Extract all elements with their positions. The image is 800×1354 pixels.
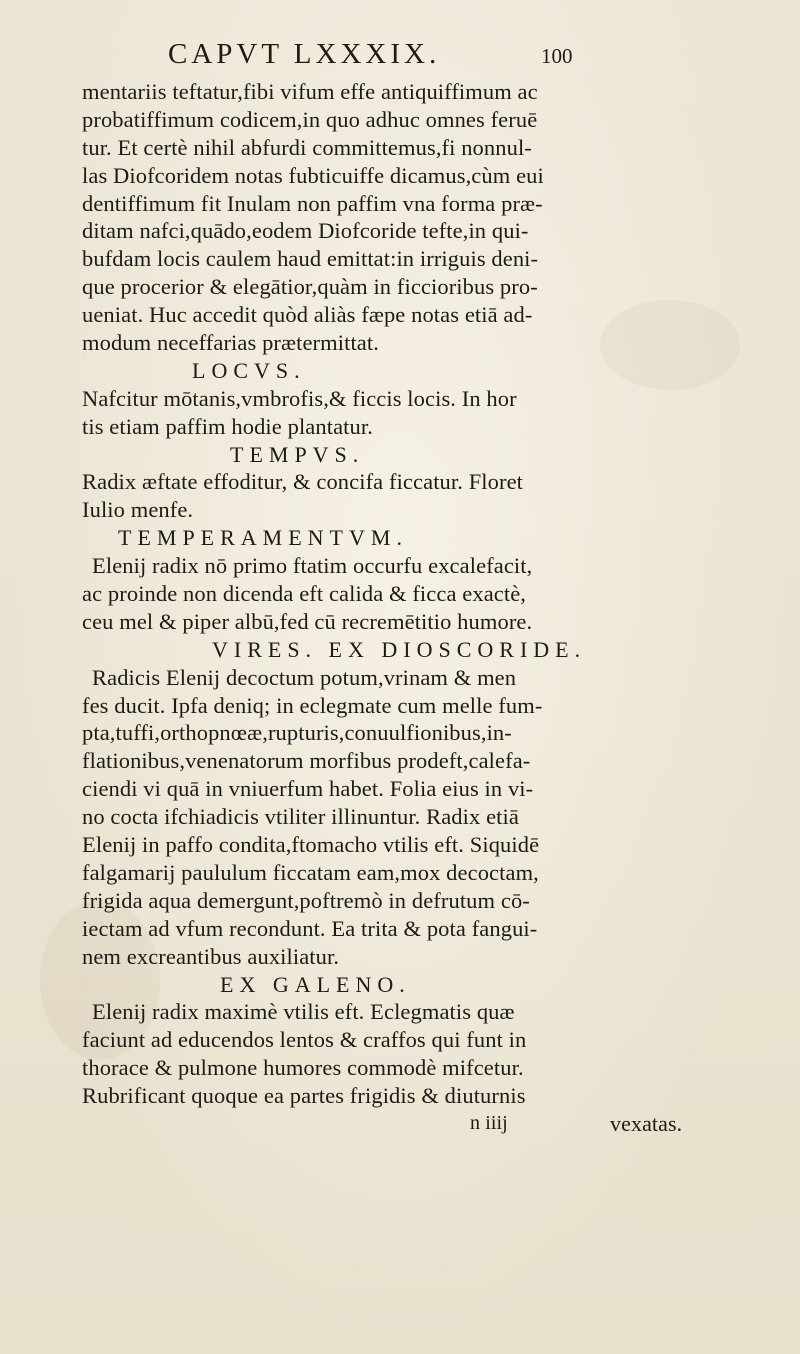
text-line: thorace & pulmone humores commodè mifcetur. (82, 1055, 524, 1081)
folio-number: 100 (541, 44, 573, 68)
text-line: tur. Et certè nihil abfurdi committemus,fi nonnul- (82, 134, 532, 160)
catchword: vexatas. (610, 1110, 683, 1136)
running-title: CAPVT LXXXIX. (168, 38, 441, 70)
text-line: bufdam locis caulem haud emittat:in irriguis deni- (82, 246, 539, 272)
section-heading-temperamentum: TEMPERAMENTVM. (118, 525, 408, 551)
text-line: Radicis Elenij decoctum potum,vrinam & men (92, 664, 517, 690)
text-line: Radix æftate effoditur, & concifa ficcatur. Floret (82, 469, 524, 495)
text-line: modum neceffarias prætermittat. (82, 330, 379, 356)
text-line: frigida aqua demergunt,poftremò in defrutum cō- (82, 887, 530, 913)
text-line: ditam nafci,quādo,eodem Diofcoride tefte,in qui- (82, 218, 529, 244)
text-line: iectam ad vfum recondunt. Ea trita & pota fangui- (82, 915, 538, 941)
text-line: flationibus,venenatorum morfibus prodeft,calefa- (82, 748, 531, 774)
text-line: Elenij radix nō primo ftatim occurfu excalefacit, (92, 553, 533, 579)
text-line: Elenij in paffo condita,ftomacho vtilis eft. Siquidē (82, 832, 540, 858)
text-line: mentariis teftatur,fibi vifum effe antiquiffimum ac (82, 79, 538, 104)
main-text-block (82, 78, 782, 1138)
section-heading-galeno: EX GALENO. (220, 971, 411, 997)
text-line: dentiffimum fit Inulam non paffim vna forma præ- (82, 190, 543, 216)
text-line: Elenij radix maximè vtilis eft. Eclegmatis quæ (92, 999, 515, 1025)
text-line: falgamarij paululum ficcatam eam,mox decoctam, (82, 859, 539, 885)
text-line: faciunt ad educendos lentos & craffos qui funt in (82, 1027, 527, 1053)
text-line: pta,tuffi,orthopnœæ,rupturis,conuulfionibus,in- (82, 720, 512, 746)
text-line: las Diofcoridem notas fubticuiffe dicamus,cùm eui (82, 162, 544, 188)
text-line: probatiffimum codicem,in quo adhuc omnes feruē (82, 106, 538, 132)
text-line: tis etiam paffim hodie plantatur. (82, 413, 373, 439)
section-heading-locus: LOCVS. (192, 357, 306, 383)
section-heading-vires: VIRES. EX DIOSCORIDE. (212, 636, 587, 662)
section-heading-tempus: TEMPVS. (230, 441, 365, 467)
page-header (0, 38, 800, 72)
text-line: ceu mel & piper albū,fed cū recremētitio humore. (82, 608, 533, 634)
text-line: ciendi vi quā in vniuerfum habet. Folia eius in vi- (82, 776, 534, 802)
text-line: Iulio menfe. (82, 497, 194, 523)
text-line: no cocta ifchiadicis vtiliter illinuntur. Radix etiā (82, 804, 519, 830)
text-line: ac proinde non dicenda eft calida & ficca exactè, (82, 581, 527, 607)
footer-line (82, 1110, 782, 1138)
text-line: que procerior & elegātior,quàm in ficcioribus pro- (82, 274, 538, 300)
text-line: Rubrificant quoque ea partes frigidis & diuturnis (82, 1083, 526, 1109)
text-line: Nafcitur mōtanis,vmbrofis,& ficcis locis. In hor (82, 385, 517, 411)
text-line: fes ducit. Ipfa deniq; in eclegmate cum melle fum- (82, 692, 543, 718)
text-line: nem excreantibus auxiliatur. (82, 943, 340, 969)
text-line: ueniat. Huc accedit quòd aliàs fæpe notas etiā ad- (82, 302, 533, 328)
signature-mark: n iiij (470, 1111, 508, 1134)
